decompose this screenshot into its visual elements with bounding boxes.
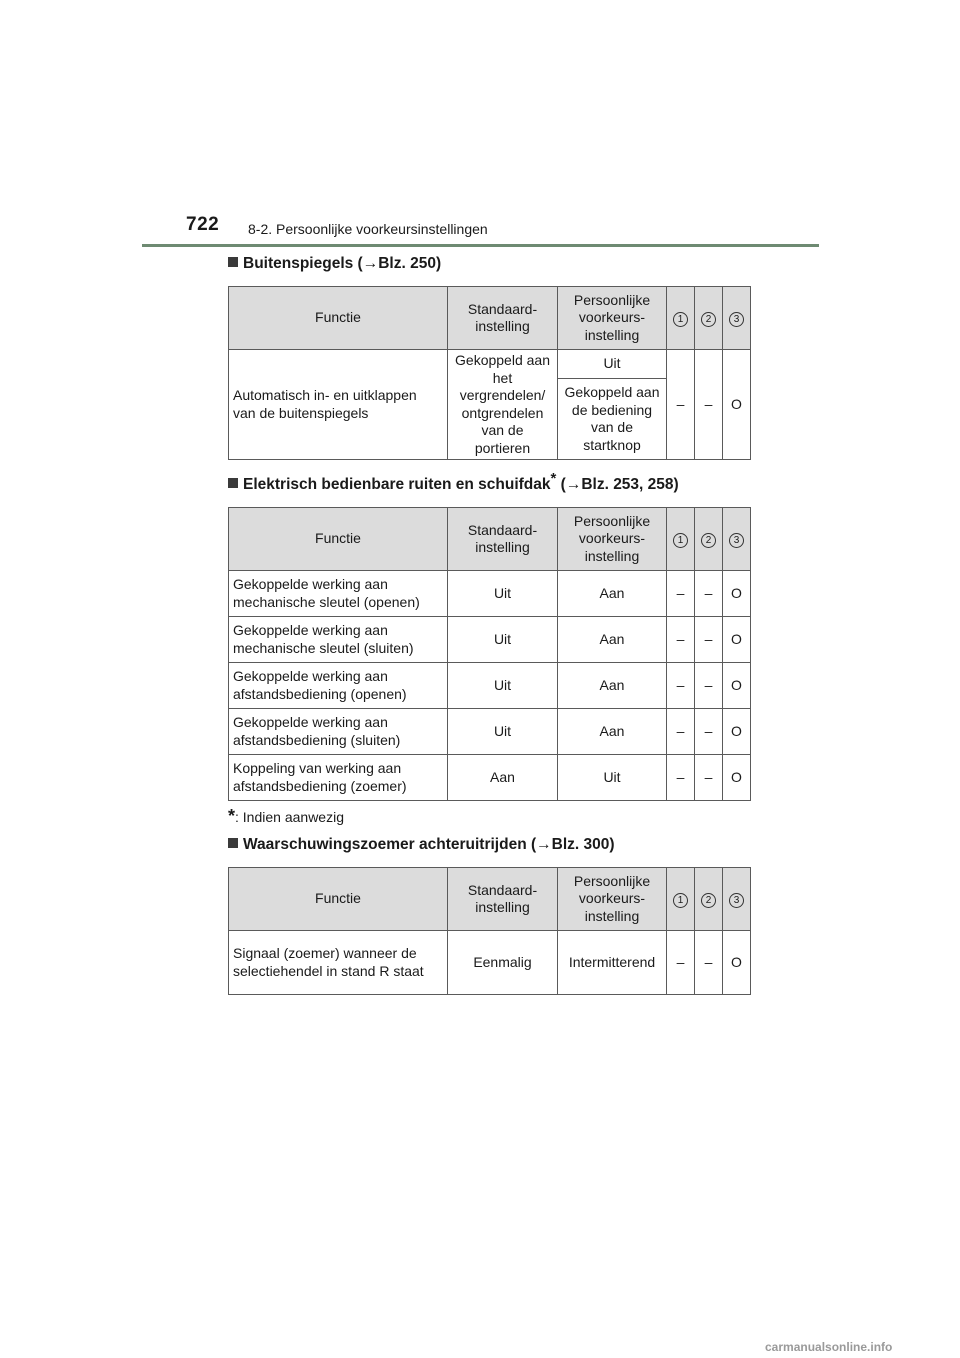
- section-heading-windows: Elektrisch bedienbare ruiten en schuifdak* (→Blz. 253, 258): [228, 476, 679, 494]
- circled-number-3-icon: 3: [729, 893, 744, 908]
- cell-default: Gekoppeld aan het vergrendelen/ ontgrendelen van de portieren: [448, 350, 558, 460]
- cell-function: Automatisch in- en uitklappen van de buitenspiegels: [229, 350, 448, 460]
- cell-c3: O: [723, 709, 751, 755]
- cell-c1: –: [667, 350, 695, 460]
- section-heading-mirrors: Buitenspiegels (→Blz. 250): [228, 255, 441, 273]
- col-header-function: Functie: [229, 287, 448, 350]
- cell-function: Gekoppelde werking aan mechanische sleutel (sluiten): [229, 617, 448, 663]
- circled-number-2-icon: 2: [701, 533, 716, 548]
- circled-number-1-icon: 1: [673, 893, 688, 908]
- cell-function: Signaal (zoemer) wanneer de selectiehendel in stand R staat: [229, 931, 448, 995]
- table-row: [229, 663, 751, 709]
- arrow-icon: →: [565, 476, 582, 493]
- col-header-custom: Persoonlijke voorkeurs- instelling: [558, 868, 667, 931]
- cell-custom: Aan: [558, 571, 667, 617]
- mirrors-settings-table: [228, 286, 751, 460]
- cell-custom: Intermitterend: [558, 931, 667, 995]
- footnote: [228, 806, 344, 827]
- cell-c3: O: [723, 663, 751, 709]
- col-header-default: Standaard- instelling: [448, 287, 558, 350]
- footnote-star: *: [228, 806, 236, 826]
- cell-c2: –: [695, 350, 723, 460]
- cell-c2: –: [695, 617, 723, 663]
- square-bullet-icon: [228, 478, 238, 488]
- cell-default: Uit: [448, 617, 558, 663]
- table-header-row: [229, 508, 751, 571]
- cell-default: Uit: [448, 709, 558, 755]
- cell-c2: –: [695, 709, 723, 755]
- circled-number-3-icon: 3: [729, 533, 744, 548]
- square-bullet-icon: [228, 838, 238, 848]
- cell-custom-option-1: Uit: [558, 350, 667, 379]
- cell-function: Gekoppelde werking aan afstandsbediening (openen): [229, 663, 448, 709]
- cell-function: Gekoppelde werking aan afstandsbediening (sluiten): [229, 709, 448, 755]
- cell-c3: O: [723, 755, 751, 801]
- col-header-num3: [723, 868, 751, 931]
- cell-default: Uit: [448, 663, 558, 709]
- circled-number-2-icon: 2: [701, 312, 716, 327]
- cell-c3: O: [723, 571, 751, 617]
- cell-default: Eenmalig: [448, 931, 558, 995]
- arrow-icon: →: [536, 836, 552, 853]
- table-row: [229, 709, 751, 755]
- cell-c2: –: [695, 663, 723, 709]
- table-row: [229, 617, 751, 663]
- table-row: [229, 755, 751, 801]
- cell-c3: O: [723, 350, 751, 460]
- table-row: [229, 350, 751, 379]
- col-header-num1: [667, 868, 695, 931]
- circled-number-1-icon: 1: [673, 312, 688, 327]
- chapter-title: 8-2. Persoonlijke voorkeursinstellingen: [248, 221, 488, 237]
- col-header-custom: Persoonlijke voorkeurs- instelling: [558, 508, 667, 571]
- col-header-default: Standaard- instelling: [448, 868, 558, 931]
- cell-c2: –: [695, 571, 723, 617]
- cell-custom: Aan: [558, 709, 667, 755]
- header-rule: [142, 244, 819, 247]
- cell-c1: –: [667, 571, 695, 617]
- col-header-default: Standaard- instelling: [448, 508, 558, 571]
- col-header-num1: [667, 508, 695, 571]
- col-header-function: Functie: [229, 508, 448, 571]
- cell-c1: –: [667, 931, 695, 995]
- table-header-row: [229, 287, 751, 350]
- section-heading-reverse-buzzer: Waarschuwingszoemer achteruitrijden (→Blz. 300): [228, 836, 615, 854]
- cell-c1: –: [667, 755, 695, 801]
- cell-custom: Aan: [558, 663, 667, 709]
- table-row: [229, 571, 751, 617]
- col-header-num2: [695, 287, 723, 350]
- table-row: [229, 931, 751, 995]
- circled-number-3-icon: 3: [729, 312, 744, 327]
- footnote-text: : Indien aanwezig: [235, 809, 344, 825]
- circled-number-1-icon: 1: [673, 533, 688, 548]
- table-header-row: [229, 868, 751, 931]
- col-header-num3: [723, 508, 751, 571]
- page-number: 722: [186, 214, 220, 235]
- col-header-custom: Persoonlijke voorkeurs- instelling: [558, 287, 667, 350]
- cell-c3: O: [723, 931, 751, 995]
- col-header-num2: [695, 508, 723, 571]
- arrow-icon: →: [362, 255, 379, 272]
- cell-default: Uit: [448, 571, 558, 617]
- cell-c1: –: [667, 663, 695, 709]
- cell-c2: –: [695, 931, 723, 995]
- cell-function: Gekoppelde werking aan mechanische sleutel (openen): [229, 571, 448, 617]
- cell-c1: –: [667, 709, 695, 755]
- cell-function: Koppeling van werking aan afstandsbediening (zoemer): [229, 755, 448, 801]
- col-header-num1: [667, 287, 695, 350]
- cell-custom: Uit: [558, 755, 667, 801]
- watermark: carmanualsonline.info: [765, 1340, 893, 1354]
- footnote-star: *: [550, 469, 557, 487]
- col-header-num2: [695, 868, 723, 931]
- cell-default: Aan: [448, 755, 558, 801]
- col-header-function: Functie: [229, 868, 448, 931]
- cell-c3: O: [723, 617, 751, 663]
- windows-settings-table: [228, 507, 751, 801]
- cell-custom: Aan: [558, 617, 667, 663]
- cell-c2: –: [695, 755, 723, 801]
- reverse-buzzer-settings-table: [228, 867, 751, 995]
- circled-number-2-icon: 2: [701, 893, 716, 908]
- cell-custom-option-2: Gekoppeld aan de bediening van de startknop: [558, 379, 667, 460]
- square-bullet-icon: [228, 257, 238, 267]
- cell-c1: –: [667, 617, 695, 663]
- col-header-num3: [723, 287, 751, 350]
